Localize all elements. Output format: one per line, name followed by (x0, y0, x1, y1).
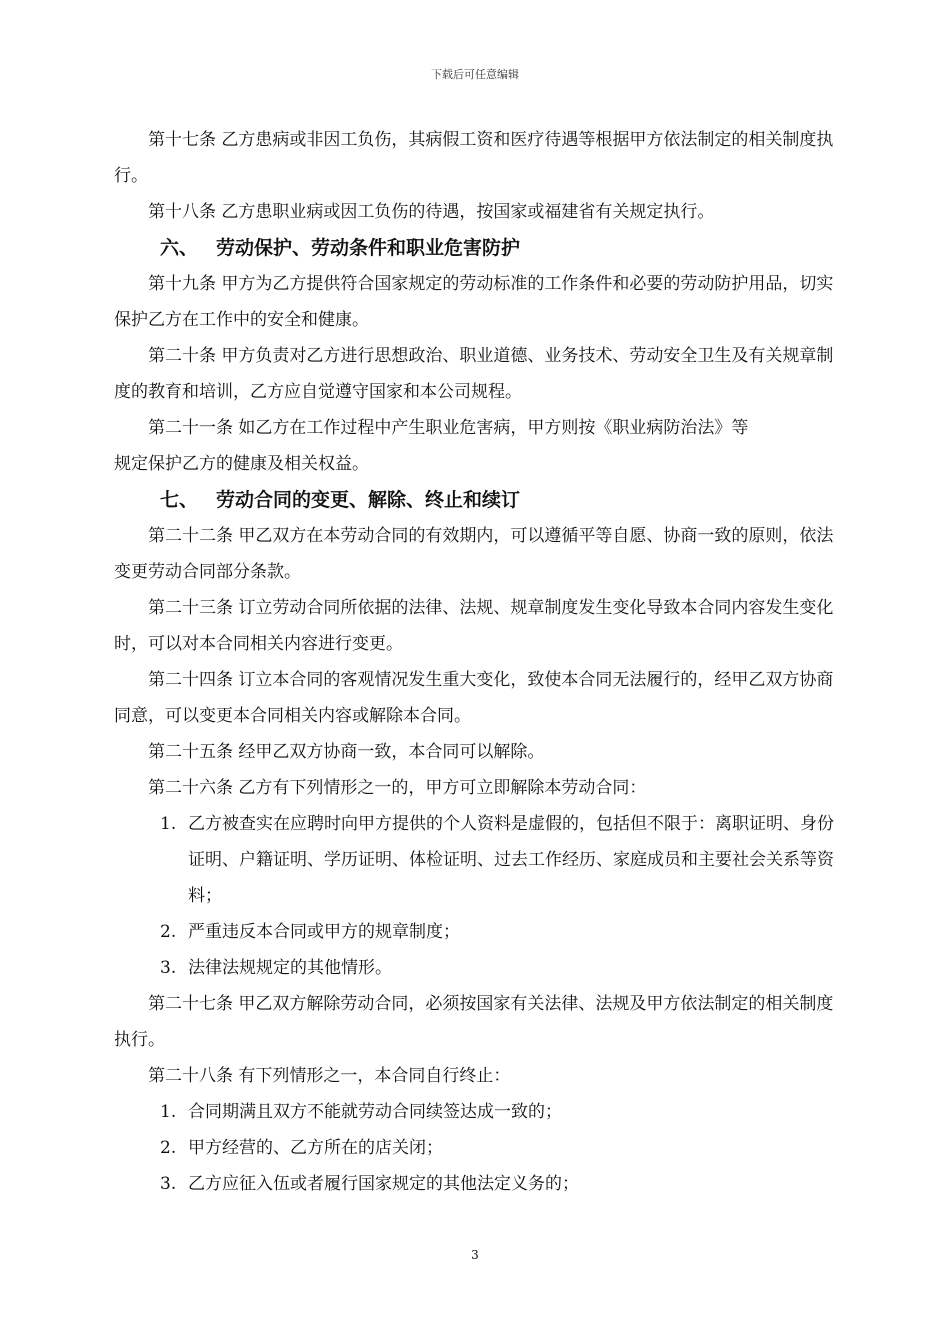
list-text: 乙方被查实在应聘时向甲方提供的个人资料是虚假的，包括但不限于：离职证明、身份证明、户籍证明、学历证明、体检证明、过去工作经历、家庭成员和主要社会关系等资料； (188, 814, 834, 906)
list-number: 3. (160, 958, 177, 978)
list-number: 1. (160, 1102, 177, 1122)
list-text: 乙方应征入伍或者履行国家规定的其他法定义务的； (188, 1174, 579, 1194)
section-heading-7 (114, 482, 836, 518)
list-item (114, 1166, 836, 1202)
list-item (114, 806, 836, 914)
list-item (114, 1094, 836, 1130)
article-27: 第二十七条 甲乙双方解除劳动合同，必须按国家有关法律、法规及甲方依法制定的相关制度执行。 (114, 994, 834, 1050)
article-21: 第二十一条 如乙方在工作过程中产生职业危害病，甲方则按《职业病防治法》等 (148, 418, 749, 438)
list-number: 2. (160, 922, 177, 942)
article-26: 第二十六条 乙方有下列情形之一的，甲方可立即解除本劳动合同： (148, 778, 647, 798)
article-25: 第二十五条 经甲乙双方协商一致，本合同可以解除。 (148, 742, 545, 762)
section-heading-6 (114, 230, 836, 266)
list-number: 1. (160, 814, 177, 834)
article-19: 第十九条 甲方为乙方提供符合国家规定的劳动标准的工作条件和必要的劳动防护用品，切实保护乙方在工作中的安全和健康。 (114, 274, 834, 330)
section-title: 劳动合同的变更、解除、终止和续订 (216, 489, 521, 511)
article-18: 第十八条 乙方患职业病或因工负伤的待遇，按国家或福建省有关规定执行。 (148, 202, 715, 222)
section-title: 劳动保护、劳动条件和职业危害防护 (216, 237, 521, 259)
article-28: 第二十八条 有下列情形之一，本合同自行终止： (148, 1066, 511, 1086)
list-text: 合同期满且双方不能就劳动合同续签达成一致的； (188, 1102, 562, 1122)
article-20: 第二十条 甲方负责对乙方进行思想政治、职业道德、业务技术、劳动安全卫生及有关规章制度的教育和培训，乙方应自觉遵守国家和本公司规程。 (114, 346, 834, 402)
section-number: 七、 (160, 489, 199, 511)
list-number: 3. (160, 1174, 177, 1194)
section-number: 六、 (160, 237, 199, 259)
list-text: 严重违反本合同或甲方的规章制度； (188, 922, 460, 942)
list-item (114, 950, 836, 986)
page-header: 下载后可任意编辑 (431, 68, 519, 81)
list-item (114, 1130, 836, 1166)
article-21-continued: 规定保护乙方的健康及相关权益。 (114, 454, 369, 474)
article-22: 第二十二条 甲乙双方在本劳动合同的有效期内，可以遵循平等自愿、协商一致的原则，依法变更劳动合同部分条款。 (114, 526, 834, 582)
list-item (114, 914, 836, 950)
article-23: 第二十三条 订立劳动合同所依据的法律、法规、规章制度发生变化导致本合同内容发生变化时，可以对本合同相关内容进行变更。 (114, 598, 834, 654)
article-24: 第二十四条 订立本合同的客观情况发生重大变化，致使本合同无法履行的，经甲乙双方协商同意，可以变更本合同相关内容或解除本合同。 (114, 670, 834, 726)
document-body (114, 122, 836, 1202)
page-number: 3 (471, 1248, 479, 1262)
list-text: 甲方经营的、乙方所在的店关闭； (188, 1138, 443, 1158)
list-text: 法律法规规定的其他情形。 (188, 958, 392, 978)
article-17: 第十七条 乙方患病或非因工负伤，其病假工资和医疗待遇等根据甲方依法制定的相关制度执行。 (114, 130, 834, 186)
list-number: 2. (160, 1138, 177, 1158)
